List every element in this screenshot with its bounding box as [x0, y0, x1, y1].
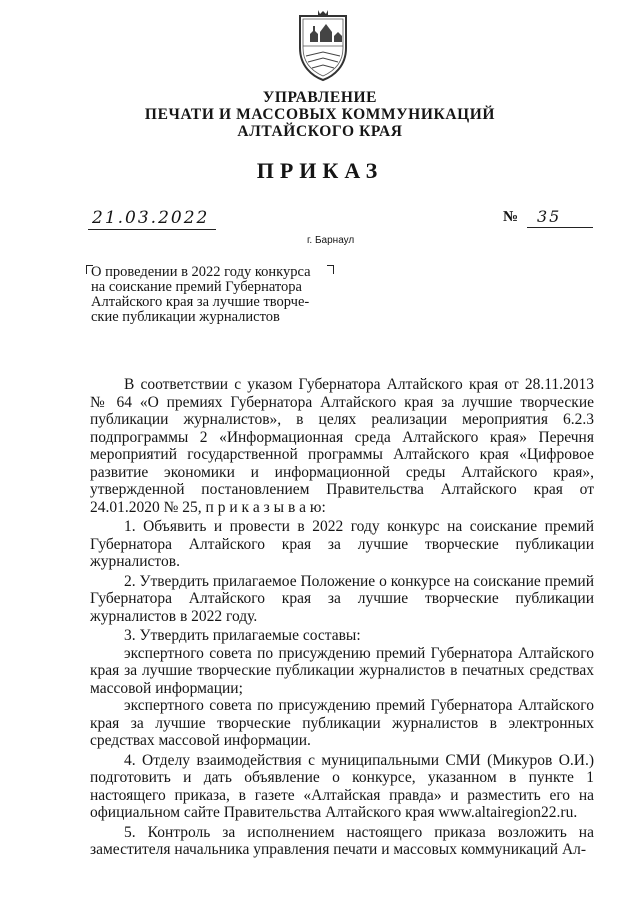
org-line-3: АЛТАЙСКОГО КРАЯ	[237, 123, 403, 140]
subject-line: на соискание премий Губернатора	[91, 279, 302, 295]
item-4: 4. Отделу взаимодействия с муниципальными СМИ (Микуров О.И.) подготовить и дать объявление о конкурсе, указанном в пункте 1 настоящего приказа, в газете «Алтайская правда» и разместить его на официальном сайте Правительства Алтайского края www.altairegion22.ru.	[90, 751, 594, 821]
subject-line: ские публикации журналистов	[91, 309, 280, 325]
item-3-sub-electronic: экспертного совета по присуждению премий Губернатора Алтайского края за лучшие творческие публикации журналистов в электронных средствах массовой информации.	[90, 697, 594, 749]
subject-line: О проведении в 2022 году конкурса	[91, 264, 311, 280]
item-3: 3. Утвердить прилагаемые составы:	[124, 627, 361, 644]
org-line-1: УПРАВЛЕНИЕ	[262, 89, 378, 106]
document-title: ПРИКАЗ	[256, 158, 384, 183]
item-5: 5. Контроль за исполнением настоящего приказа возложить на заместителя начальника управления печати и массовых коммуникаций Ал-	[90, 823, 594, 858]
item-1: 1. Объявить и провести в 2022 году конкурс на соискание премий Губернатора Алтайского края за лучшие творческие публикации журналистов.	[90, 518, 594, 570]
city: г. Барнаул	[307, 235, 355, 246]
number-field	[527, 207, 593, 228]
number-label: №	[503, 209, 519, 225]
date-field	[88, 207, 216, 230]
org-line-2: ПЕЧАТИ И МАССОВЫХ КОММУНИКАЦИЙ	[144, 106, 496, 123]
intro-paragraph: В соответствии с указом Губернатора Алтайского края от 28.11.2013 № 64 «О премиях Губернатора Алтайского края за лучшие творческие публикации журналистов», в целях реализации мероприятия 6.2.3 подпрограммы 2 «Информационная среда Алтайского края» Перечня мероприятий государственной программы Алтайского края «Цифровое развитие экономики и информационной среды Алтайского края», утвержденной постановлением Правительства Алтайского края от 24.01.2020 № 25, п р и к а з ы в а ю:	[90, 376, 594, 516]
order-subject	[91, 265, 351, 325]
item-2: 2. Утвердить прилагаемое Положение о конкурсе на соискание премий Губернатора Алтайского края за лучшие творческие публикации журналистов в 2022 году.	[90, 572, 594, 625]
item-3-sub-printed: экспертного совета по присуждению премий Губернатора Алтайского края за лучшие творческие публикации журналистов в печатных средствах массовой информации;	[90, 644, 594, 697]
number-value: 35	[537, 207, 562, 226]
organization-name	[80, 89, 560, 140]
date-value: 21.03.2022	[92, 208, 210, 228]
subject-line: Алтайского края за лучшие творче-	[91, 294, 310, 310]
coat-of-arms-icon	[294, 8, 352, 82]
order-body	[90, 376, 594, 859]
